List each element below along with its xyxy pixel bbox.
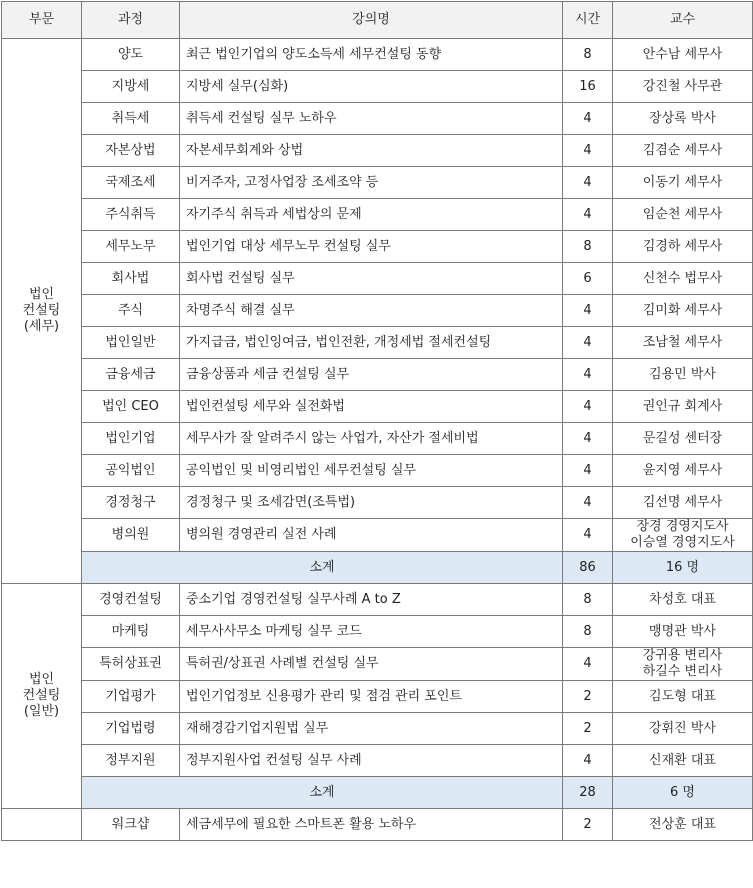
professor-name: 이승열 경영지도사	[630, 535, 735, 550]
course-cell: 자본상법	[82, 135, 180, 167]
professor-cell	[613, 584, 753, 616]
section-label-line: (일반)	[23, 704, 60, 719]
section-label	[2, 584, 82, 809]
course-cell: 기업법령	[82, 713, 180, 745]
lecture-cell: 특허권/상표권 사례별 컨설팅 실무	[180, 648, 563, 681]
professor-name: 신재환 대표	[649, 752, 716, 768]
lecture-cell: 금융상품과 세금 컨설팅 실무	[180, 359, 563, 391]
table-row	[2, 423, 753, 455]
course-cell: 회사법	[82, 263, 180, 295]
header-hours: 시간	[563, 2, 613, 39]
professor-name: 윤지영 세무사	[642, 462, 723, 478]
table-row	[2, 39, 753, 71]
table-row	[2, 103, 753, 135]
lecture-cell: 법인기업정보 신용평가 관리 및 점검 관리 포인트	[180, 681, 563, 713]
lecture-cell: 중소기업 경영컨설팅 실무사례 A to Z	[180, 584, 563, 616]
professor-cell	[613, 295, 753, 327]
professor-cell	[613, 39, 753, 71]
lecture-cell: 정부지원사업 컨설팅 실무 사례	[180, 745, 563, 777]
section-label-line: 법인	[28, 287, 55, 302]
hours-cell: 8	[563, 231, 613, 263]
table-row	[2, 648, 753, 681]
table-row	[2, 295, 753, 327]
table-row	[2, 713, 753, 745]
hours-cell: 4	[563, 487, 613, 519]
professor-name: 안수남 세무사	[642, 46, 723, 62]
section-label	[2, 809, 82, 841]
professor-cell	[613, 519, 753, 552]
professor-cell	[613, 616, 753, 648]
professor-name: 김겸순 세무사	[642, 142, 723, 158]
table-row	[2, 263, 753, 295]
hours-cell: 4	[563, 423, 613, 455]
professor-cell	[613, 135, 753, 167]
section-label-line: (세무)	[23, 319, 60, 334]
professor-cell	[613, 809, 753, 841]
course-cell: 법인 CEO	[82, 391, 180, 423]
hours-cell: 2	[563, 809, 613, 841]
subtotal-professors: 16 명	[613, 552, 753, 584]
table-row	[2, 391, 753, 423]
course-cell: 공익법인	[82, 455, 180, 487]
header-course: 과정	[82, 2, 180, 39]
lecture-cell: 법인기업 대상 세무노무 컨설팅 실무	[180, 231, 563, 263]
hours-cell: 4	[563, 327, 613, 359]
section-label-line: 컨설팅	[22, 688, 61, 703]
lecture-cell: 지방세 실무(심화)	[180, 71, 563, 103]
professor-cell	[613, 199, 753, 231]
hours-cell: 8	[563, 39, 613, 71]
lecture-cell: 최근 법인기업의 양도소득세 세무컨설팅 동향	[180, 39, 563, 71]
table-row	[2, 519, 753, 552]
professor-cell	[613, 231, 753, 263]
professor-cell	[613, 391, 753, 423]
hours-cell: 4	[563, 135, 613, 167]
hours-cell: 4	[563, 519, 613, 552]
lecture-cell: 취득세 컨설팅 실무 노하우	[180, 103, 563, 135]
subtotal-label: 소계	[82, 552, 563, 584]
header-lecture: 강의명	[180, 2, 563, 39]
hours-cell: 4	[563, 359, 613, 391]
table-row	[2, 231, 753, 263]
professor-name: 김도형 대표	[649, 688, 716, 704]
lecture-cell: 자본세무회계와 상법	[180, 135, 563, 167]
table-body	[2, 39, 753, 841]
subtotal-label: 소계	[82, 777, 563, 809]
hours-cell: 4	[563, 455, 613, 487]
hours-cell: 16	[563, 71, 613, 103]
professor-name: 맹명관 박사	[649, 623, 716, 639]
subtotal-hours: 86	[563, 552, 613, 584]
lecture-cell: 세무사가 잘 알려주시 않는 사업가, 자산가 절세비법	[180, 423, 563, 455]
hours-cell: 2	[563, 681, 613, 713]
professor-name: 하길수 변리사	[642, 664, 723, 679]
lecture-cell: 재해경감기업지원법 실무	[180, 713, 563, 745]
professor-cell	[613, 681, 753, 713]
professor-name: 신천수 법무사	[642, 270, 723, 286]
course-cell: 주식	[82, 295, 180, 327]
professor-cell	[613, 487, 753, 519]
course-cell: 금융세금	[82, 359, 180, 391]
table-row	[2, 455, 753, 487]
professor-name: 권인규 회계사	[642, 398, 723, 414]
lecture-cell: 세무사사무소 마케팅 실무 코드	[180, 616, 563, 648]
hours-cell: 8	[563, 584, 613, 616]
subtotal-row	[2, 552, 753, 584]
professor-name: 김선명 세무사	[642, 494, 723, 510]
lecture-cell: 경정청구 및 조세감면(조특법)	[180, 487, 563, 519]
lecture-cell: 비거주자, 고정사업장 조세조약 등	[180, 167, 563, 199]
table-row	[2, 359, 753, 391]
course-cell: 국제조세	[82, 167, 180, 199]
course-cell: 정부지원	[82, 745, 180, 777]
professor-name: 강휘진 박사	[649, 720, 716, 736]
professor-name: 김미화 세무사	[642, 302, 723, 318]
professor-name: 강귀용 변리사	[642, 648, 723, 663]
table-row	[2, 71, 753, 103]
curriculum-table	[1, 1, 753, 841]
professor-name: 강진철 사무관	[642, 78, 723, 94]
professor-cell	[613, 103, 753, 135]
course-cell: 법인일반	[82, 327, 180, 359]
table-row	[2, 327, 753, 359]
lecture-cell: 회사법 컨설팅 실무	[180, 263, 563, 295]
professor-cell	[613, 327, 753, 359]
header-professor: 교수	[613, 2, 753, 39]
hours-cell: 4	[563, 295, 613, 327]
professor-name: 전상훈 대표	[649, 816, 716, 832]
section-label	[2, 39, 82, 584]
professor-name: 장경 경영지도사	[636, 519, 729, 534]
course-cell: 마케팅	[82, 616, 180, 648]
course-cell: 세무노무	[82, 231, 180, 263]
professor-cell	[613, 71, 753, 103]
professor-cell	[613, 263, 753, 295]
hours-cell: 4	[563, 391, 613, 423]
course-cell: 기업평가	[82, 681, 180, 713]
table-row	[2, 167, 753, 199]
subtotal-row	[2, 777, 753, 809]
professor-name: 임순천 세무사	[642, 206, 723, 222]
course-cell: 취득세	[82, 103, 180, 135]
professor-name: 이동기 세무사	[642, 174, 723, 190]
subtotal-professors: 6 명	[613, 777, 753, 809]
hours-cell: 4	[563, 199, 613, 231]
professor-cell	[613, 359, 753, 391]
lecture-cell: 병의원 경영관리 실전 사례	[180, 519, 563, 552]
lecture-cell: 가지급금, 법인잉여금, 법인전환, 개정세법 절세컨설팅	[180, 327, 563, 359]
course-cell: 병의원	[82, 519, 180, 552]
lecture-cell: 공익법인 및 비영리법인 세무컨설팅 실무	[180, 455, 563, 487]
hours-cell: 4	[563, 167, 613, 199]
lecture-cell: 세금세무에 필요한 스마트폰 활용 노하우	[180, 809, 563, 841]
professor-cell	[613, 167, 753, 199]
lecture-cell: 자기주식 취득과 세법상의 문제	[180, 199, 563, 231]
professor-name: 문길성 센터장	[642, 430, 723, 446]
professor-name: 김경하 세무사	[642, 238, 723, 254]
professor-cell	[613, 745, 753, 777]
professor-cell	[613, 423, 753, 455]
table-row	[2, 487, 753, 519]
table-row	[2, 745, 753, 777]
hours-cell: 6	[563, 263, 613, 295]
professor-name: 김용민 박사	[649, 366, 716, 382]
professor-cell	[613, 648, 753, 681]
table-row	[2, 584, 753, 616]
course-cell: 지방세	[82, 71, 180, 103]
course-cell: 특허상표권	[82, 648, 180, 681]
table-row	[2, 135, 753, 167]
professor-cell	[613, 455, 753, 487]
section-label-line: 법인	[28, 672, 55, 687]
hours-cell: 4	[563, 745, 613, 777]
lecture-cell: 법인컨설팅 세무와 실전화법	[180, 391, 563, 423]
professor-name: 차성호 대표	[649, 591, 716, 607]
hours-cell: 2	[563, 713, 613, 745]
subtotal-hours: 28	[563, 777, 613, 809]
course-cell: 주식취득	[82, 199, 180, 231]
course-cell: 워크샵	[82, 809, 180, 841]
lecture-cell: 차명주식 해결 실무	[180, 295, 563, 327]
course-cell: 양도	[82, 39, 180, 71]
table-row	[2, 809, 753, 841]
section-label-line: 컨설팅	[22, 303, 61, 318]
professor-name: 조남철 세무사	[642, 334, 723, 350]
course-cell: 법인기업	[82, 423, 180, 455]
hours-cell: 8	[563, 616, 613, 648]
professor-name: 장상록 박사	[649, 110, 716, 126]
course-cell: 경영컨설팅	[82, 584, 180, 616]
table-row	[2, 681, 753, 713]
table-row	[2, 616, 753, 648]
course-cell: 경정청구	[82, 487, 180, 519]
header-row	[2, 2, 753, 39]
header-section: 부문	[2, 2, 82, 39]
hours-cell: 4	[563, 648, 613, 681]
professor-cell	[613, 713, 753, 745]
table-row	[2, 199, 753, 231]
hours-cell: 4	[563, 103, 613, 135]
